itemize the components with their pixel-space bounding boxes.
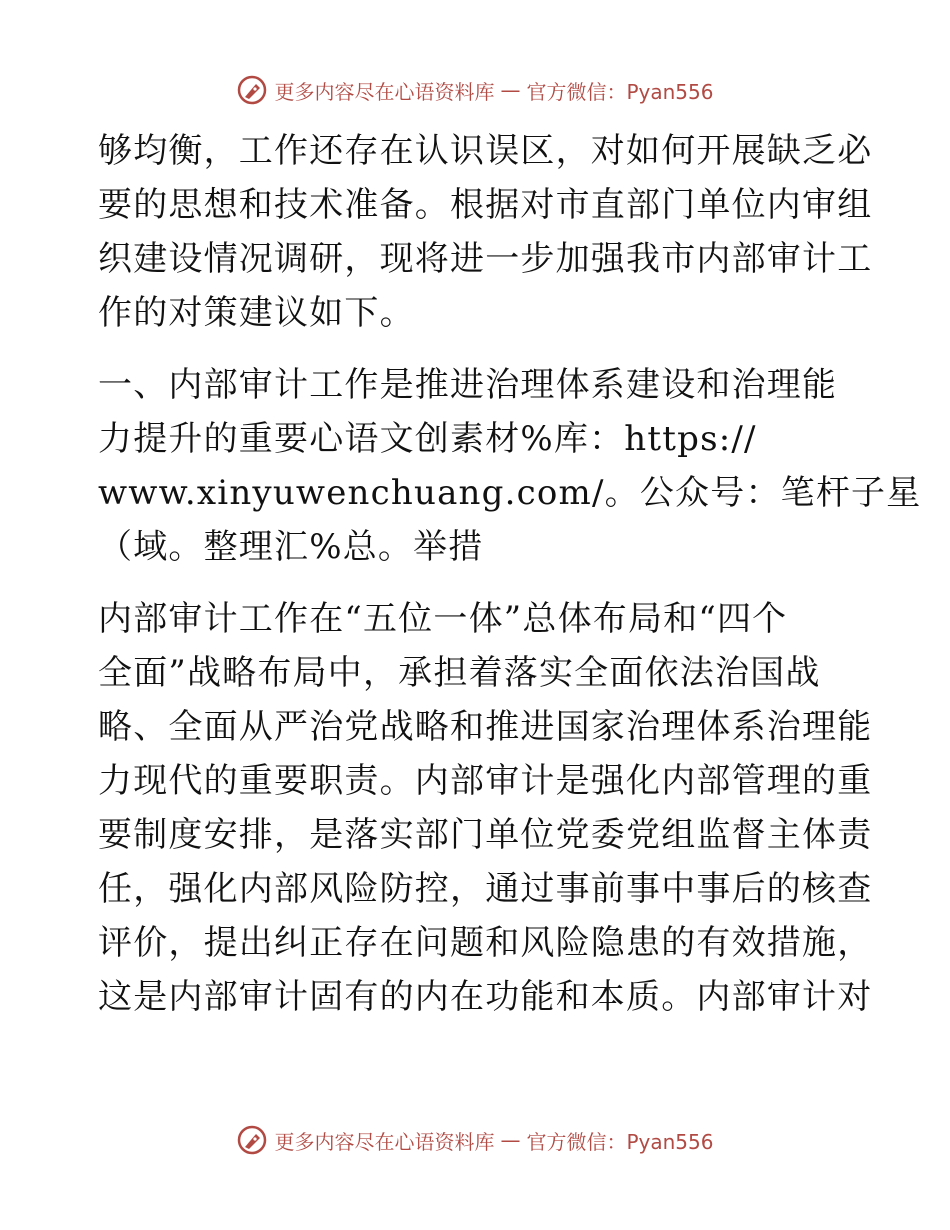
- text-line: 略、全面从严治党战略和推进国家治理体系治理能: [98, 707, 873, 747]
- footer-watermark: [0, 1120, 950, 1160]
- watermark-contact-text: 官方微信：Pyan556: [526, 79, 714, 104]
- text-line: 这是内部审计固有的内在功能和本质。内部审计对: [98, 977, 873, 1017]
- text-line: 够均衡，工作还存在认识误区，对如何开展缺乏必: [98, 131, 873, 171]
- text-line: 一、内部审计工作是推进治理体系建设和治理能: [98, 365, 838, 405]
- document-body: [98, 124, 922, 1024]
- pen-nib-circle-icon: [236, 74, 268, 106]
- text-line: 任，强化内部风险防控，通过事前事中事后的核查: [98, 869, 873, 909]
- header-watermark: [0, 70, 950, 110]
- text-line: 要制度安排，是落实部门单位党委党组监督主体责: [98, 815, 873, 855]
- text-line: 内部审计工作在“五位一体”总体布局和“四个: [98, 599, 788, 639]
- text-line: 力现代的重要职责。内部审计是强化内部管理的重: [98, 761, 873, 801]
- pen-nib-circle-icon: [236, 1124, 268, 1156]
- watermark-separator: —: [500, 1128, 521, 1152]
- text-line: 全面”战略布局中，承担着落实全面依法治国战: [98, 653, 821, 693]
- text-line: www.xinyuwenchuang.com/。公众号：笔杆子星: [98, 473, 922, 513]
- text-line: 织建设情况调研，现将进一步加强我市内部审计工: [98, 239, 873, 279]
- text-line: 作的对策建议如下。: [98, 293, 415, 333]
- text-line: 力提升的重要心语文创素材%库：https://: [98, 419, 757, 459]
- watermark-contact-text: 官方微信：Pyan556: [526, 1129, 714, 1154]
- watermark-main-text: 更多内容尽在心语资料库: [274, 79, 495, 104]
- paragraph-3: [98, 592, 873, 1024]
- text-line: 评价，提出纠正存在问题和风险隐患的有效措施，: [98, 923, 873, 963]
- text-line: 要的思想和技术准备。根据对市直部门单位内审组: [98, 185, 873, 225]
- paragraph-2-section-heading: [98, 358, 922, 574]
- paragraph-1: [98, 124, 873, 340]
- watermark-main-text: 更多内容尽在心语资料库: [274, 1129, 495, 1154]
- text-line: （域。整理汇%总。举措: [98, 527, 484, 567]
- watermark-separator: —: [500, 78, 521, 102]
